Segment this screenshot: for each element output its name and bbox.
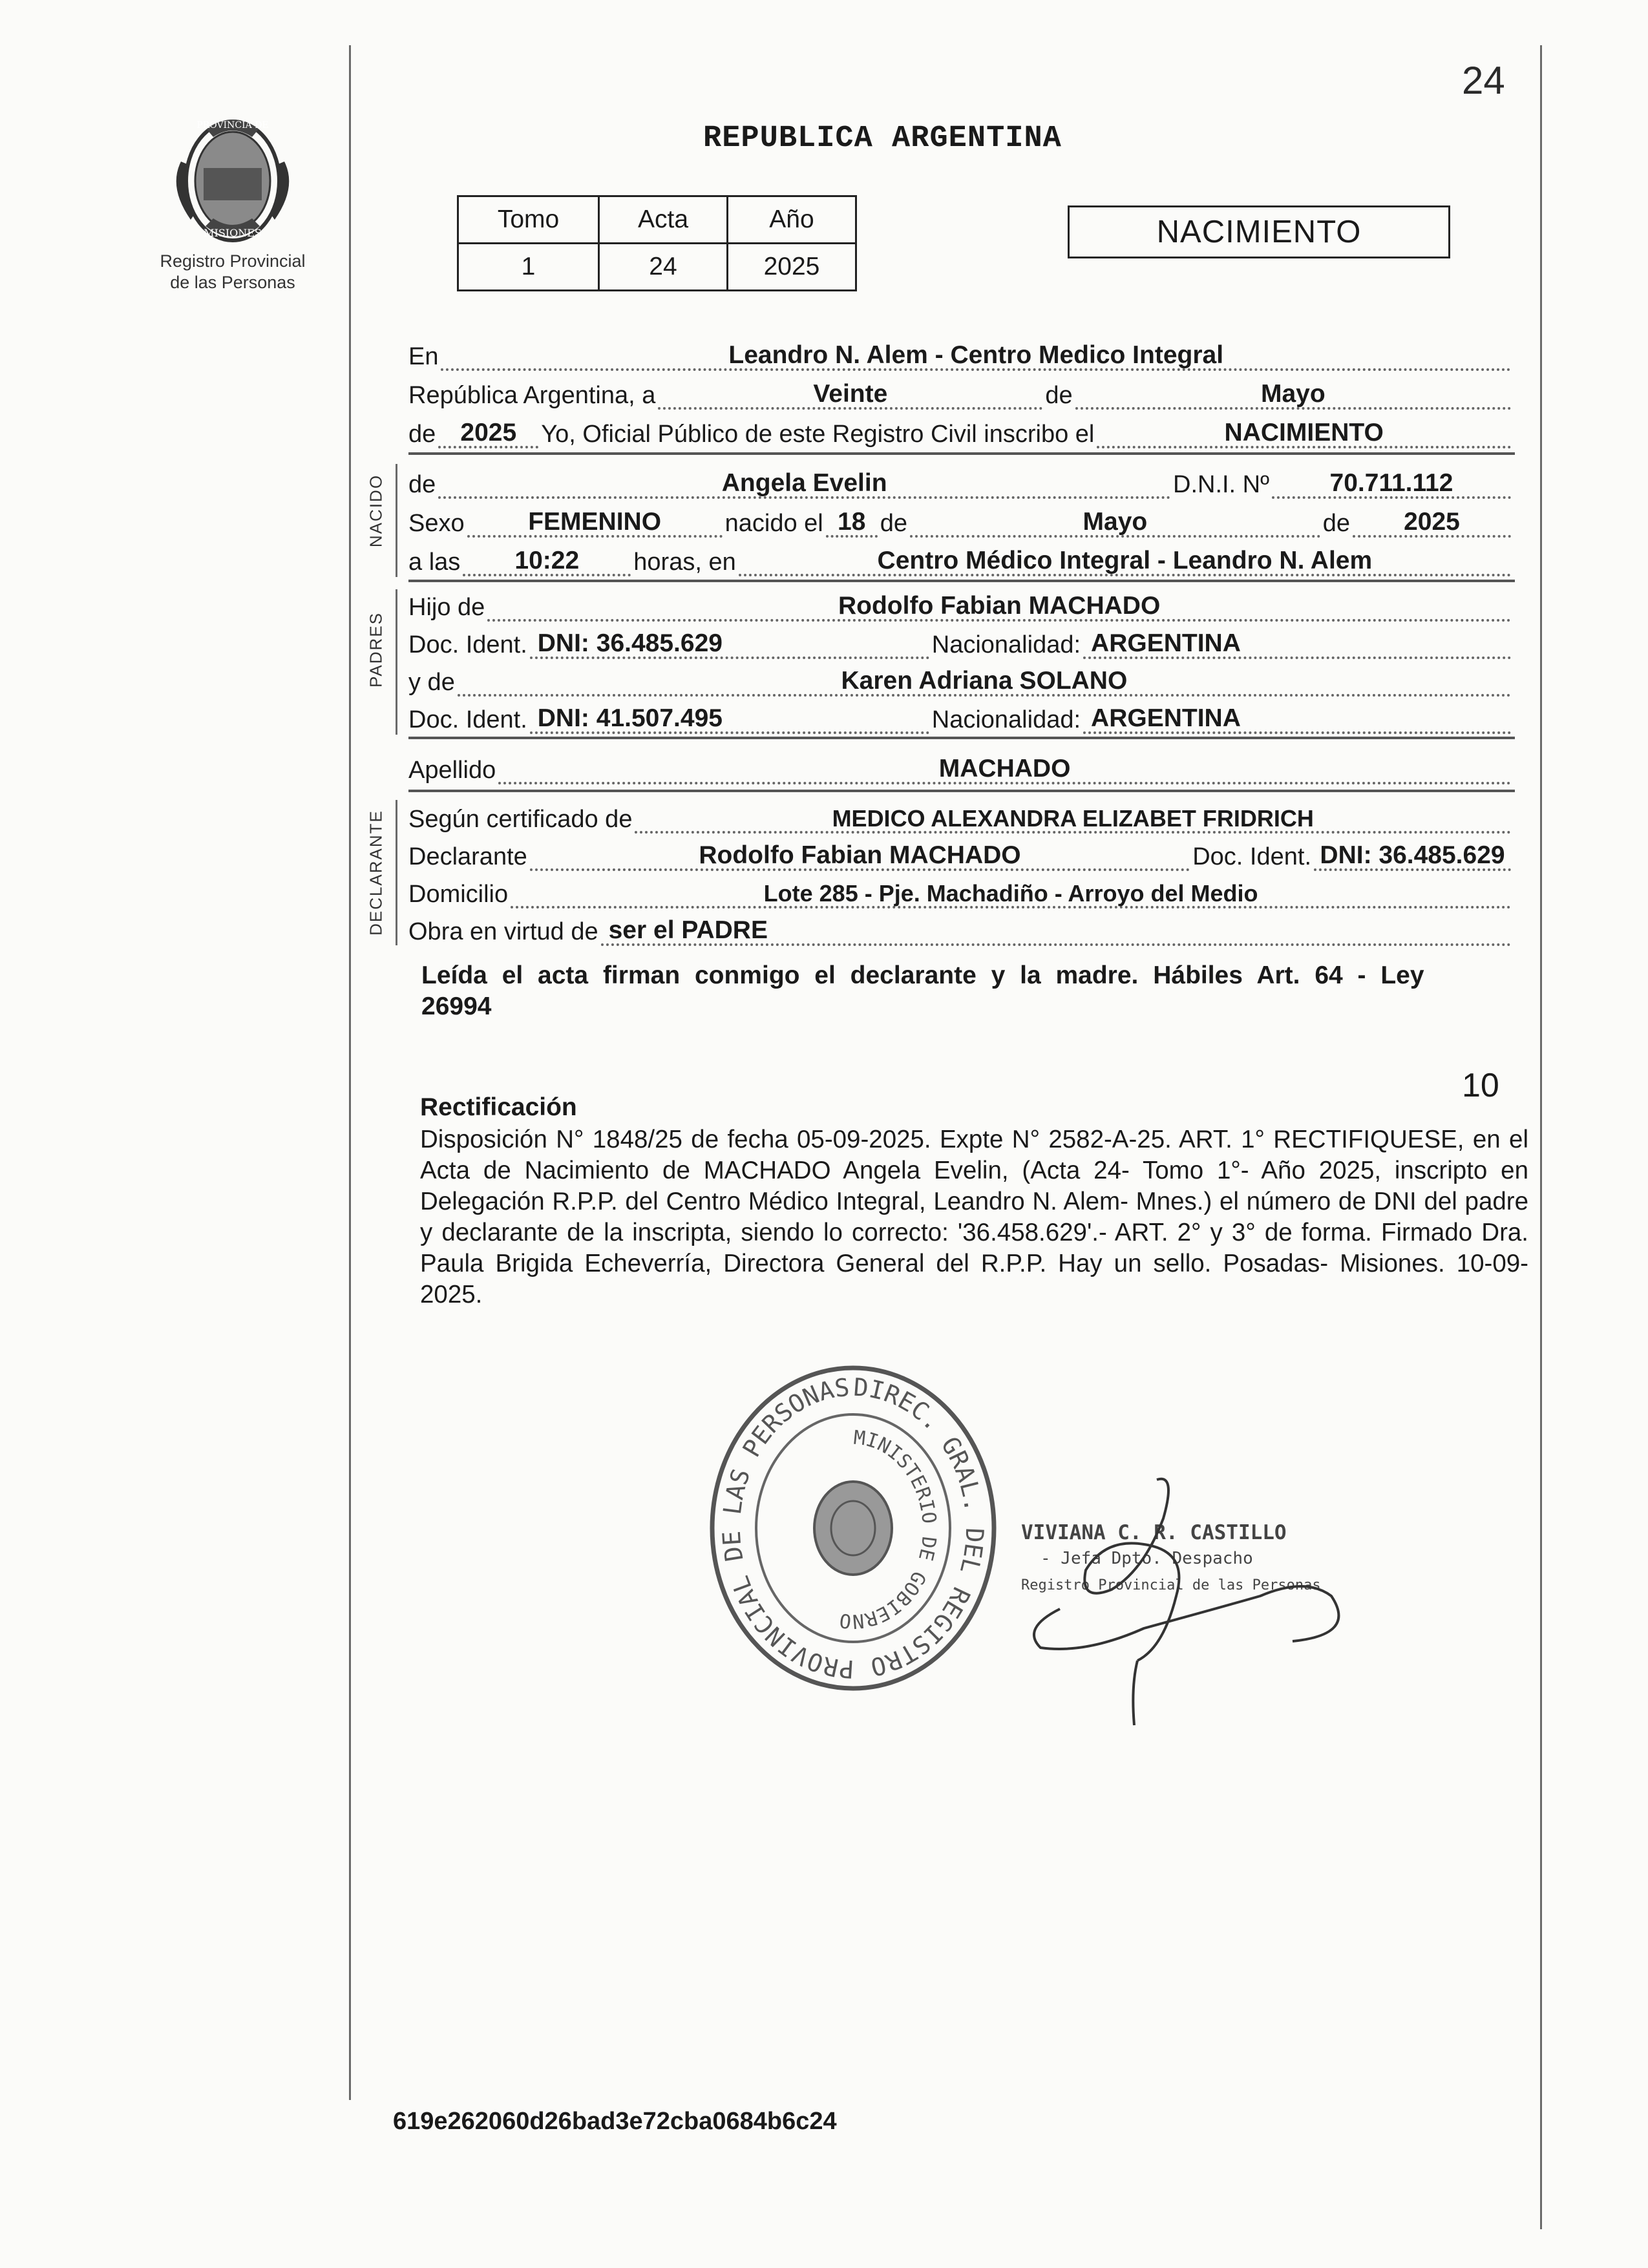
- rectification-number: 10: [1462, 1067, 1499, 1104]
- row-declarant: [408, 836, 1514, 871]
- separator-surname: [408, 737, 1515, 739]
- label-de-month: de: [1045, 382, 1073, 409]
- label-apellido: Apellido: [408, 757, 496, 784]
- row-mother-doc: [408, 699, 1514, 734]
- label-republica: República Argentina, a: [408, 382, 656, 409]
- label-obra-virtud: Obra en virtud de: [408, 918, 598, 945]
- value-declarant-doc: DNI: 36.485.629: [1320, 841, 1505, 869]
- value-act-type: NACIMIENTO: [1224, 419, 1384, 446]
- label-de-birth-month: de: [880, 510, 908, 537]
- label-dni: D.N.I. Nº: [1173, 471, 1269, 498]
- label-mother-nationality: Nacionalidad:: [931, 706, 1081, 733]
- value-mother-name: Karen Adriana SOLANO: [841, 667, 1128, 695]
- value-dni: 70.711.112: [1329, 469, 1453, 497]
- row-year: [408, 414, 1514, 448]
- signature-and-stamp: [982, 1467, 1370, 1738]
- value-birth-time: 10:22: [514, 547, 580, 574]
- row-child-name: [408, 464, 1514, 499]
- value-in-virtue: ser el PADRE: [608, 916, 768, 944]
- registry-name-line2: de las Personas: [170, 273, 295, 292]
- value-birth-day: 18: [838, 508, 866, 536]
- official-stamp: [701, 1357, 1005, 1706]
- value-birth-place: Centro Médico Integral - Leandro N. Alem: [877, 547, 1373, 574]
- value-child-name: Angela Evelin: [721, 469, 887, 497]
- parents-section-line: [396, 589, 397, 735]
- value-father-nationality: ARGENTINA: [1091, 629, 1241, 657]
- page-title: REPUBLICA ARGENTINA: [703, 121, 1062, 156]
- label-de-birth-year: de: [1322, 510, 1350, 537]
- closing-text: Leída el acta firman conmigo el declarante y la madre. Hábiles Art. 64 - Ley 26994: [421, 961, 1424, 1020]
- registry-table-value-row: [458, 244, 856, 291]
- stamp-inner-text: MINISTERIO DE GOBIERNO: [838, 1426, 940, 1633]
- label-mother-doc: Doc. Ident.: [408, 706, 527, 733]
- label-segun-cert: Según certificado de: [408, 806, 633, 833]
- label-sexo: Sexo: [408, 510, 465, 537]
- row-date: [408, 375, 1514, 410]
- province-seal-logo: [155, 103, 310, 258]
- row-father-doc: [408, 624, 1514, 659]
- value-mother-nationality: ARGENTINA: [1091, 704, 1241, 732]
- value-month-text: Mayo: [1260, 380, 1326, 408]
- label-horas-en: horas, en: [633, 549, 736, 576]
- label-a-las: a las: [408, 549, 461, 576]
- separator-parents: [408, 580, 1515, 582]
- label-nacido-el: nacido el: [724, 510, 823, 537]
- row-birth-time: [408, 541, 1514, 576]
- row-in-virtue: [408, 911, 1514, 946]
- row-mother: [408, 662, 1514, 697]
- label-de-year: de: [408, 421, 436, 448]
- row-place: [408, 336, 1514, 371]
- row-address: [408, 874, 1514, 908]
- signer-role: - Jefa Dpto. Despacho: [1041, 1549, 1253, 1568]
- row-certificate: [408, 799, 1514, 834]
- registry-value-tomo: 1: [458, 244, 599, 291]
- rectification-body: Disposición N° 1848/25 de fecha 05-09-2025. Expte N° 2582-A-25. ART. 1° RECTIFIQUESE, en el Acta de Nacimiento de MACHADO Angela Evelin, (Acta 24- Tomo 1°- Año 2025, inscripto en Delegación R.P.P. del Centro Médico Integral, Leandro N. Alem- Mnes.) el número de DNI del padre y declarante de la inscripta, siendo lo correcto: '36.458.629'.- ART. 2° y 3° de forma. Firmado Dra. Paula Brigida Echeverría, Directora General del R.P.P. Hay un sello. Posadas- Misiones. 10-09-2025.: [420, 1126, 1528, 1308]
- label-declarante: Declarante: [408, 843, 527, 870]
- value-birth-month: Mayo: [1083, 508, 1148, 536]
- value-father-name: Rodolfo Fabian MACHADO: [838, 592, 1161, 620]
- left-frame-line: [349, 45, 351, 2100]
- value-mother-doc: DNI: 41.507.495: [537, 704, 723, 732]
- section-label-born: NACIDO: [366, 474, 386, 548]
- label-father-nationality: Nacionalidad:: [931, 631, 1081, 658]
- separator-declarant: [408, 790, 1515, 792]
- value-father-doc: DNI: 36.485.629: [537, 629, 723, 657]
- value-birth-year: 2025: [1404, 508, 1460, 536]
- document-type-box: NACIMIENTO: [1068, 205, 1450, 258]
- registry-name-line1: Registro Provincial: [160, 251, 306, 271]
- label-y-de: y de: [408, 669, 455, 696]
- row-surname: [408, 750, 1514, 784]
- registry-header-tomo: Tomo: [458, 196, 599, 244]
- value-day-text: Veinte: [813, 380, 888, 408]
- row-birth-date: [408, 503, 1514, 538]
- value-place: Leandro N. Alem - Centro Medico Integral: [728, 341, 1224, 369]
- right-frame-line: [1540, 45, 1542, 2229]
- value-sex: FEMENINO: [528, 508, 662, 536]
- registry-header-anio: Año: [728, 196, 856, 244]
- label-de-name: de: [408, 471, 436, 498]
- label-father-doc: Doc. Ident.: [408, 631, 527, 658]
- value-surname: MACHADO: [938, 755, 1071, 782]
- value-certificate: MEDICO ALEXANDRA ELIZABET FRIDRICH: [832, 805, 1314, 832]
- value-declarant: Rodolfo Fabian MACHADO: [699, 841, 1021, 869]
- declarant-section-line: [396, 800, 397, 945]
- document-hash: 619e262060d26bad3e72cba0684b6c24: [393, 2108, 837, 2135]
- registry-table-header-row: [458, 196, 856, 244]
- born-section-line: [396, 464, 397, 577]
- registry-header-acta: Acta: [599, 196, 728, 244]
- page-number: 24: [1462, 59, 1505, 102]
- label-en: En: [408, 343, 439, 370]
- registry-name: [123, 251, 343, 293]
- label-domicilio: Domicilio: [408, 881, 509, 908]
- section-label-parents: PADRES: [366, 612, 386, 688]
- label-hijo-de: Hijo de: [408, 594, 485, 621]
- registry-table: [457, 195, 857, 291]
- label-declarant-doc: Doc. Ident.: [1192, 843, 1311, 870]
- value-year: 2025: [460, 419, 517, 446]
- separator-born: [408, 452, 1515, 455]
- logo-top-text: PROVINCIA DE: [196, 120, 269, 131]
- signer-name: VIVIANA C. R. CASTILLO: [1021, 1521, 1287, 1544]
- registry-value-anio: 2025: [728, 244, 856, 291]
- value-address: Lote 285 - Pje. Machadiño - Arroyo del Medio: [763, 880, 1258, 907]
- row-father: [408, 587, 1514, 622]
- rectification-title: Rectificación: [420, 1093, 577, 1121]
- section-label-declarant: DECLARANTE: [366, 810, 386, 936]
- label-yo: Yo, Oficial Público de este Registro Civil inscribo el: [541, 421, 1095, 448]
- registry-value-acta: 24: [599, 244, 728, 291]
- signer-organization: Registro Provincial de las Personas: [1021, 1577, 1321, 1593]
- logo-bottom-text: MISIONES: [204, 227, 262, 239]
- stamp-outer-text: DIREC. GRAL. DEL REGISTRO PROVINCIAL DE LAS PERSONAS: [717, 1372, 989, 1684]
